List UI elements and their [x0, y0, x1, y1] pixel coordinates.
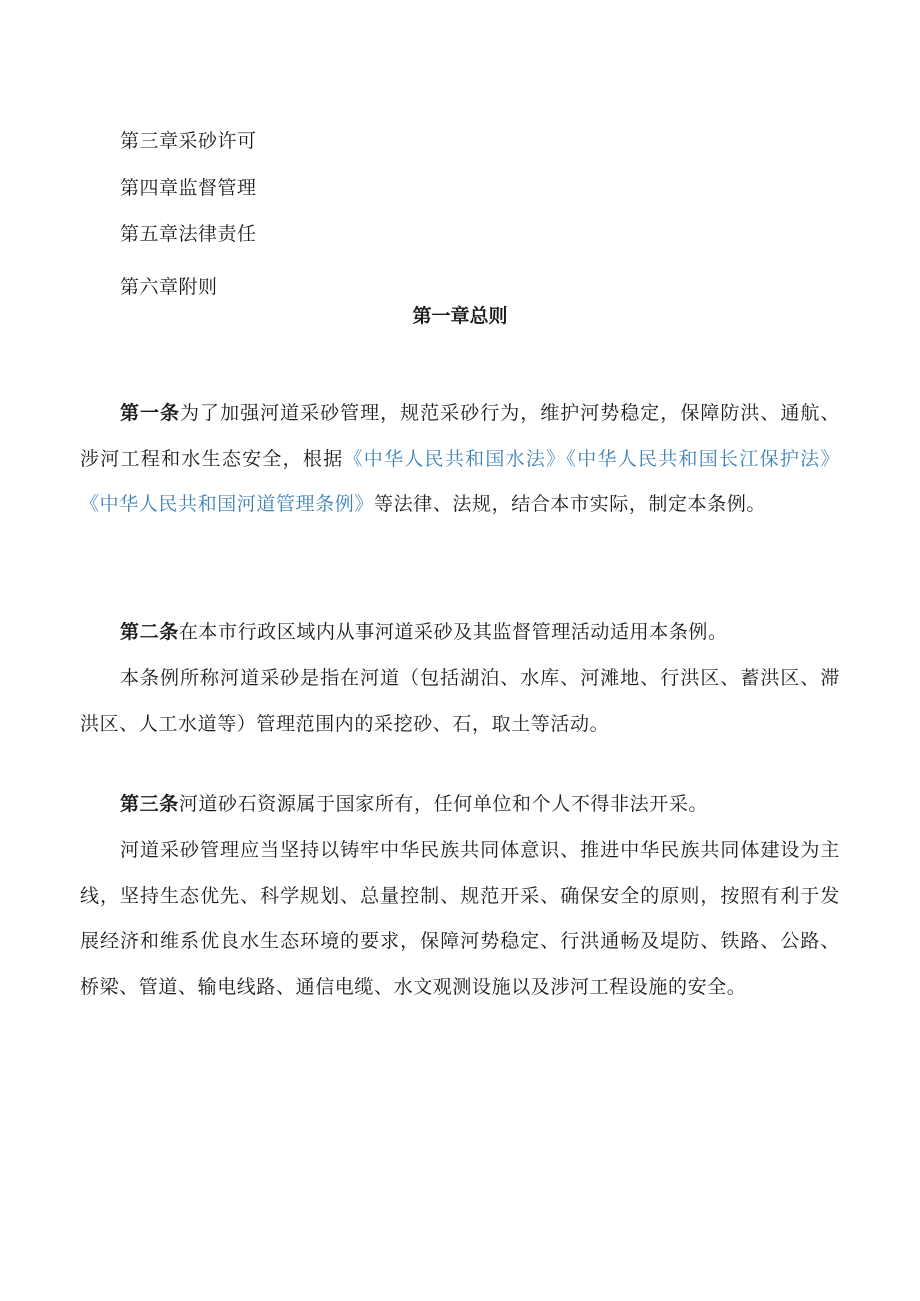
toc-chapter-3: 第三章采砂许可	[120, 130, 257, 152]
chapter-1-title: 第一章总则	[412, 305, 508, 327]
article-3	[80, 782, 840, 828]
article-3-paragraph-2: 河道采砂管理应当坚持以铸牢中华民族共同体意识、推进中华民族共同体建设为主线，坚持生态优先、科学规划、总量控制、规范开采、确保安全的原则，按照有利于发展经济和维系优良水生态环境的要求，保障河势稳定、行洪通畅及堤防、铁路、公路、桥梁、管道、输电线路、通信电缆、水文观测设施以及涉河工程设施的安全。	[80, 839, 840, 998]
law-link-river-management-regulation[interactable]: 《中华人民共和国河道管理条例》	[80, 493, 375, 515]
article-1-label: 第一条	[120, 402, 181, 424]
article-3-text: 河道砂石资源属于国家所有，任何单位和个人不得非法开采。	[178, 793, 709, 815]
article-3-label: 第三条	[120, 793, 179, 815]
article-1-text-b: 等法律、法规，结合本市实际，制定本条例。	[374, 493, 767, 515]
article-2-text: 在本市行政区域内从事河道采砂及其监督管理活动适用本条例。	[178, 621, 728, 643]
toc-chapter-4: 第四章监督管理	[120, 177, 257, 199]
law-link-yangtze-protection-law[interactable]: 《中华人民共和国长江保护法》	[566, 447, 840, 470]
article-2	[80, 610, 840, 656]
article-2-label: 第二条	[120, 621, 179, 643]
article-1	[80, 391, 840, 528]
toc-chapter-5: 第五章法律责任	[120, 223, 257, 245]
law-link-water-law[interactable]: 《中华人民共和国水法》	[343, 447, 567, 470]
article-1-text-a: 为了加强河道采砂管理，规范采砂行为，维护河势稳定，保障防洪、通航、涉河工程和水生态安全，根据	[80, 402, 840, 470]
article-2-paragraph-2: 本条例所称河道采砂是指在河道（包括湖泊、水库、河滩地、行洪区、蓄洪区、滞洪区、人工水道等）管理范围内的采挖砂、石，取土等活动。	[80, 667, 840, 735]
toc-chapter-6: 第六章附则	[120, 276, 218, 298]
